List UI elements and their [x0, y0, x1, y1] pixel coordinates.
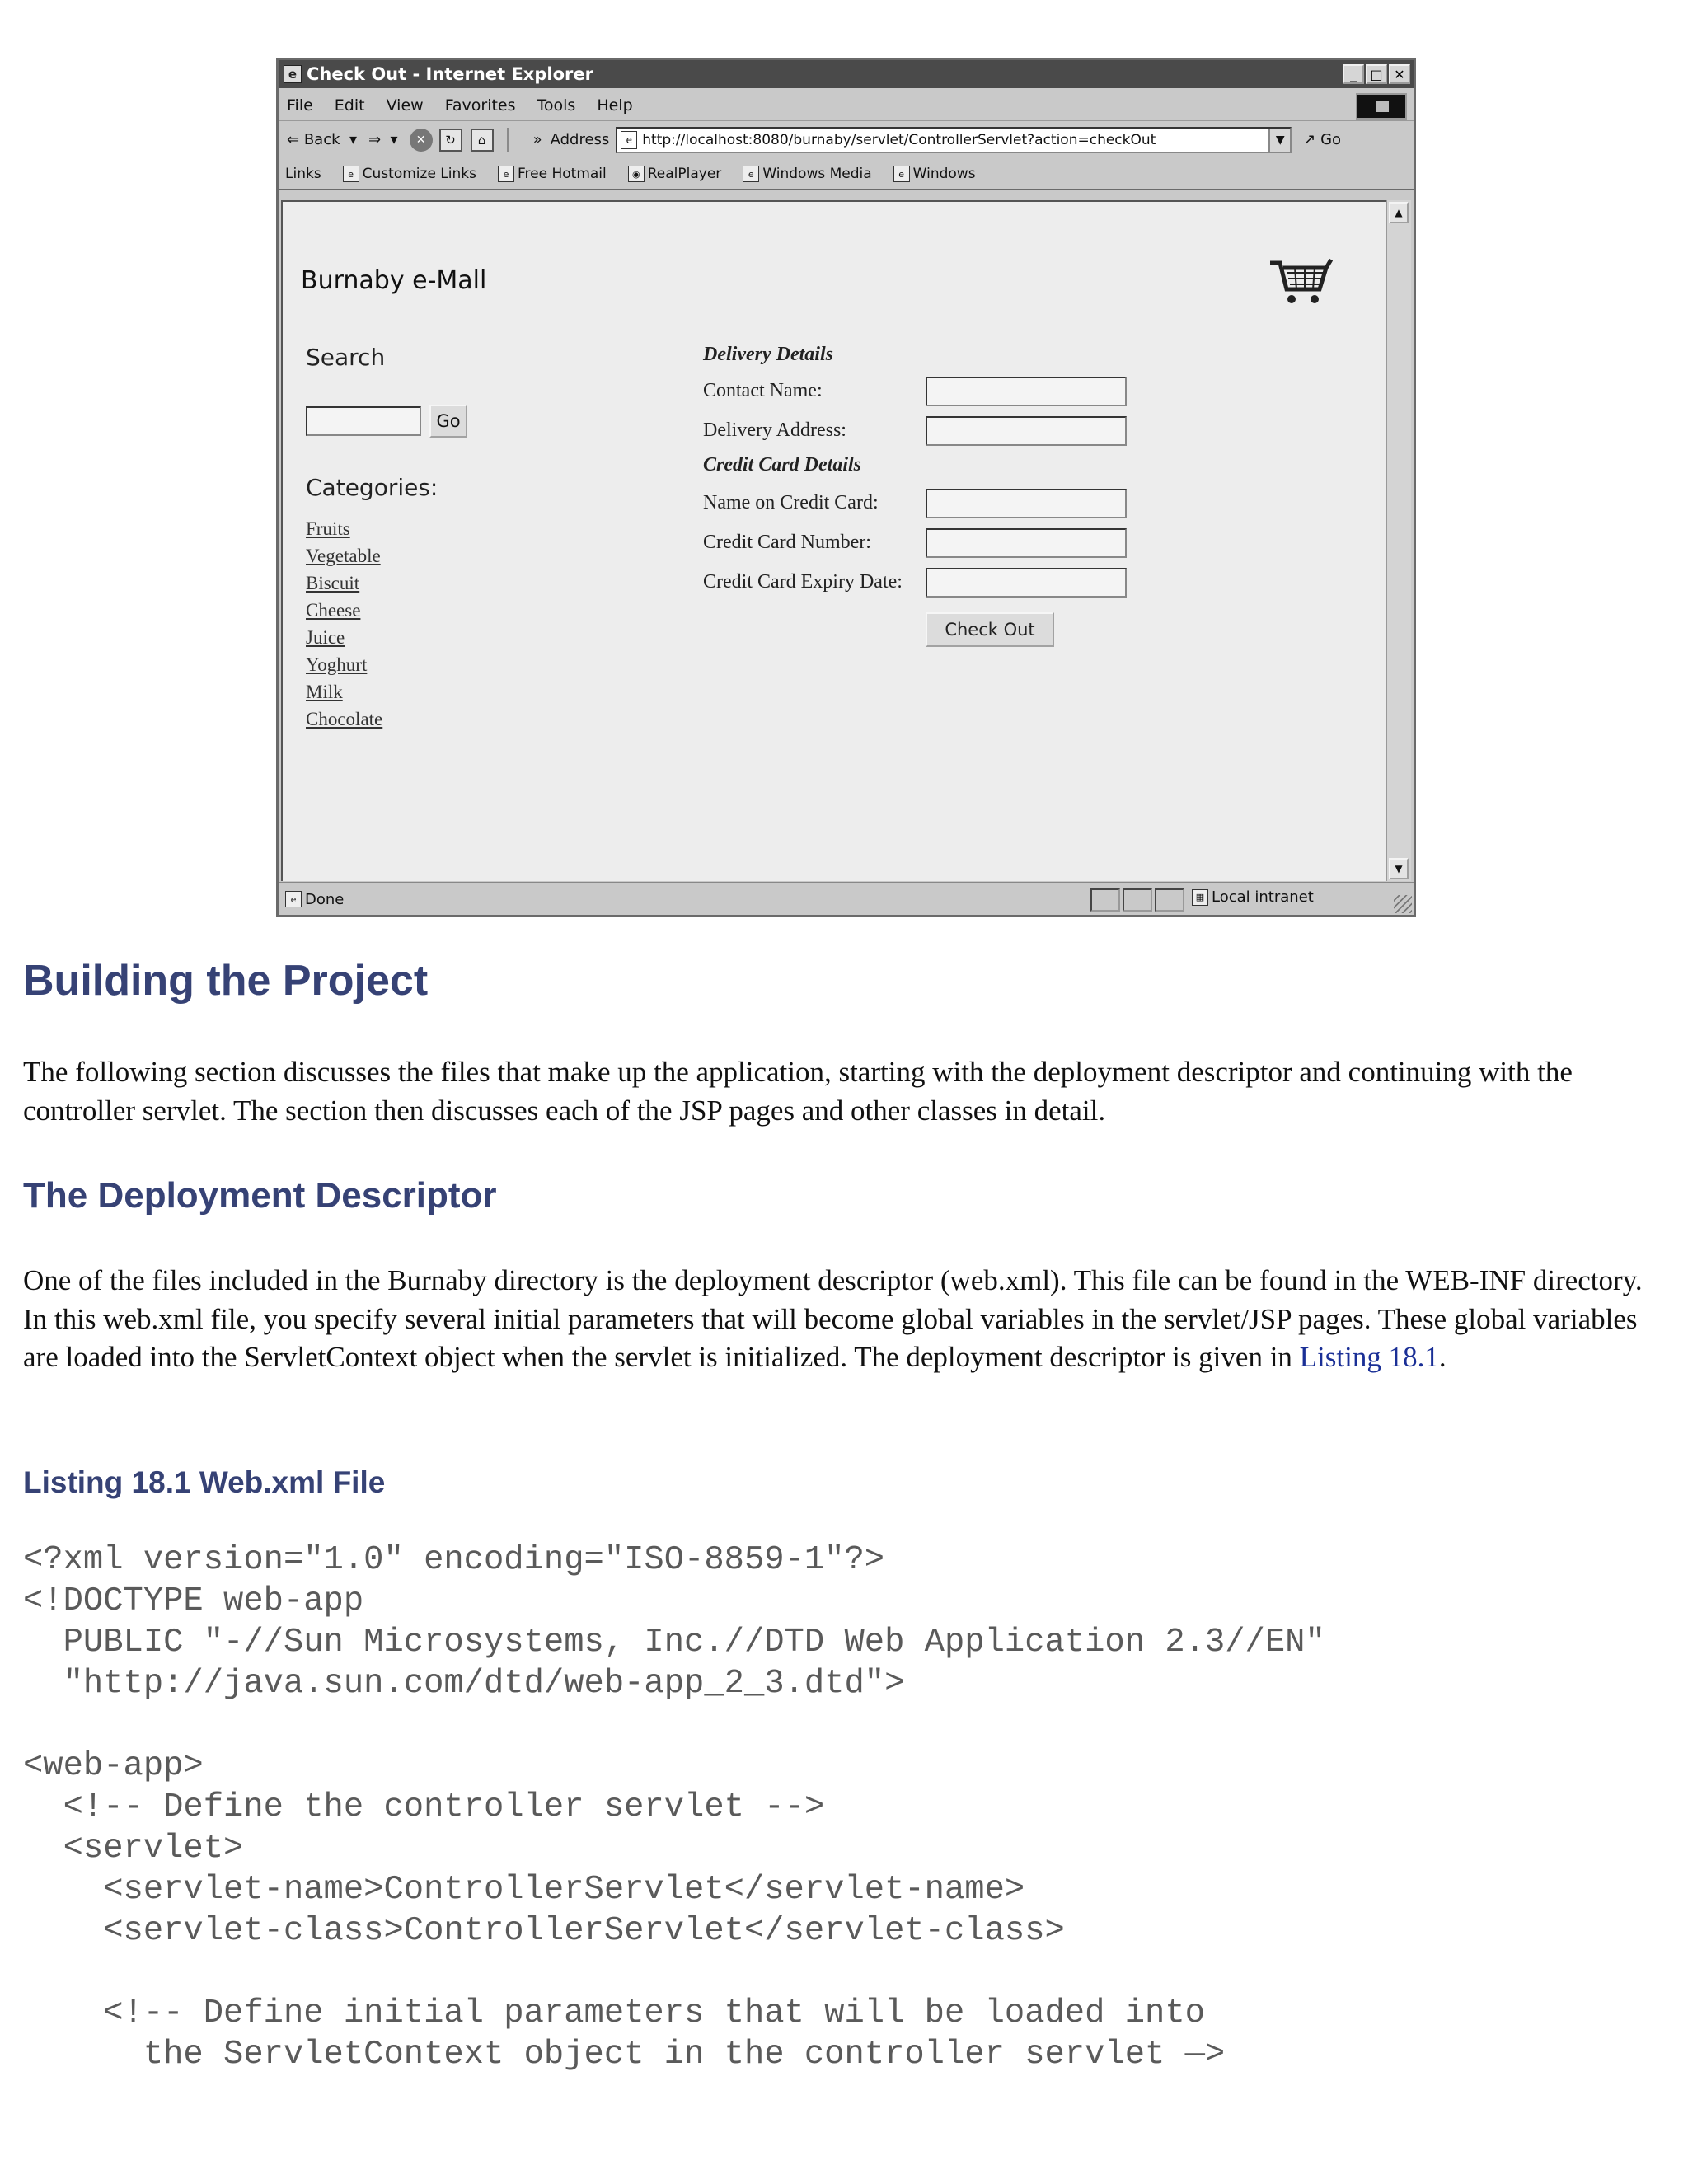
address-go-button[interactable] — [1303, 131, 1341, 148]
paragraph-end: . — [1438, 1341, 1447, 1373]
delivery-address-label: Delivery Address: — [703, 419, 846, 441]
menu-file[interactable]: File — [287, 96, 313, 115]
menu-edit[interactable]: Edit — [334, 96, 365, 115]
realplayer-icon: ◉ — [628, 166, 645, 182]
scroll-down-icon[interactable]: ▼ — [1389, 858, 1409, 879]
address-bar[interactable] — [616, 127, 1292, 153]
toolbar-overflow-icon[interactable]: » — [532, 131, 542, 148]
browser-title: Check Out - Internet Explorer — [307, 64, 593, 84]
delivery-address-input[interactable] — [926, 416, 1127, 446]
page-icon: e — [498, 166, 514, 182]
expiry-date-label: Credit Card Expiry Date: — [703, 571, 903, 593]
category-link[interactable]: Biscuit — [306, 573, 360, 593]
address-dropdown-icon[interactable]: ▼ — [1268, 129, 1290, 152]
page-icon: e — [893, 166, 910, 182]
shopping-cart-icon — [1268, 256, 1333, 307]
paragraph-descriptor — [23, 1262, 1663, 1377]
name-on-card-label: Name on Credit Card: — [703, 492, 879, 513]
category-link[interactable]: Chocolate — [306, 709, 383, 729]
link-hotmail[interactable] — [498, 166, 607, 182]
categories-label: Categories: — [306, 474, 438, 501]
delivery-heading: Delivery Details — [703, 344, 833, 365]
go-arrow-icon: ↗ — [1303, 131, 1321, 148]
link-label: RealPlayer — [647, 166, 722, 182]
menu-help[interactable]: Help — [597, 96, 633, 115]
window-controls — [1343, 64, 1410, 84]
status-panel — [1155, 888, 1184, 912]
page-icon: e — [621, 131, 637, 149]
address-go-label: Go — [1320, 131, 1342, 148]
minimize-icon[interactable]: _ — [1343, 64, 1364, 84]
link-customize[interactable] — [343, 166, 476, 182]
search-go-button[interactable]: Go — [429, 405, 467, 438]
category-list — [306, 518, 382, 736]
status-text: Done — [305, 890, 345, 908]
link-label: Windows — [912, 166, 976, 182]
listing-link[interactable]: Listing 18.1 — [1299, 1341, 1439, 1373]
security-zone — [1192, 888, 1314, 906]
address-url: http://localhost:8080/burnaby/servlet/ControllerServlet?action=checkOut — [642, 131, 1156, 148]
back-button[interactable] — [287, 131, 357, 148]
contact-name-label: Contact Name: — [703, 380, 823, 401]
category-link[interactable]: Vegetable — [306, 546, 381, 566]
menu-favorites[interactable]: Favorites — [444, 96, 516, 115]
link-label: Windows Media — [762, 166, 872, 182]
stop-icon[interactable]: ✕ — [410, 129, 433, 152]
ie-logo-icon: e — [284, 65, 302, 83]
paragraph-text: One of the files included in the Burnaby directory is the deployment descriptor (web.xml). This file can be found in the WEB-INF directory. In this web.xml file, you specify several initial parameters that will become global variables in the servlet/JSP pages. These global variables are loaded into the ServletContext object when the servlet is initialized. The deployment descriptor is given in — [23, 1264, 1643, 1373]
link-label: Customize Links — [362, 166, 476, 182]
zone-label: Local intranet — [1212, 888, 1314, 906]
link-windows-media[interactable] — [743, 166, 871, 182]
credit-card-heading: Credit Card Details — [703, 454, 862, 476]
link-windows[interactable] — [893, 166, 976, 182]
windows-logo-icon — [1356, 93, 1407, 120]
page-icon: e — [343, 166, 359, 182]
link-label: Free Hotmail — [517, 166, 607, 182]
category-link[interactable]: Yoghurt — [306, 654, 368, 675]
refresh-icon[interactable]: ↻ — [439, 129, 462, 152]
category-link[interactable]: Juice — [306, 627, 345, 648]
name-on-card-input[interactable] — [926, 489, 1127, 518]
expiry-date-input[interactable] — [926, 568, 1127, 598]
section-heading: Building the Project — [23, 957, 429, 1005]
back-arrow-icon: ⇐ — [287, 131, 304, 148]
category-link[interactable]: Cheese — [306, 600, 361, 621]
subsection-heading: The Deployment Descriptor — [23, 1175, 497, 1216]
status-bar — [279, 882, 1414, 915]
search-input[interactable] — [306, 406, 421, 436]
listing-title: Listing 18.1 Web.xml File — [23, 1465, 386, 1499]
card-number-label: Credit Card Number: — [703, 532, 871, 553]
resize-grip-icon[interactable] — [1394, 895, 1412, 913]
back-dropdown-icon: ▾ — [340, 131, 357, 148]
close-icon[interactable]: ✕ — [1389, 64, 1410, 84]
links-bar — [279, 159, 1414, 190]
status-panel — [1090, 888, 1120, 912]
menu-view[interactable]: View — [386, 96, 424, 115]
web-page-content — [281, 200, 1388, 881]
page-icon: e — [743, 166, 759, 182]
intranet-icon: ▦ — [1192, 889, 1208, 906]
forward-dropdown-icon: ▾ — [381, 131, 398, 148]
contact-name-input[interactable] — [926, 377, 1127, 406]
browser-menubar — [279, 90, 1414, 121]
menu-tools[interactable]: Tools — [537, 96, 576, 115]
shop-title: Burnaby e-Mall — [301, 266, 487, 295]
card-number-input[interactable] — [926, 528, 1127, 558]
code-listing: <?xml version="1.0" encoding="ISO-8859-1"?> <!DOCTYPE web-app PUBLIC "-//Sun Microsystems, Inc.//DTD Web Application 2.3//EN" "http://java.sun.com/dtd/web-app_2_3.dtd"> <web-app> <!-- Define the controller servlet --> <servlet> <servlet-name>ControllerServlet</servlet-name> <servlet-class>ControllerServlet</servlet-class> <!-- Define initial parameters that will be loaded into the ServletContext object in the controller servlet —> — [23, 1541, 1325, 2074]
category-link[interactable]: Fruits — [306, 518, 350, 539]
checkout-button[interactable]: Check Out — [926, 612, 1054, 647]
home-icon[interactable]: ⌂ — [471, 129, 494, 152]
paragraph-building: The following section discusses the files that make up the application, starting with the deployment descriptor and continuing with the controller servlet. The section then discusses each of the JSP pages and other classes in detail. — [23, 1056, 1573, 1127]
links-label: Links — [285, 166, 321, 182]
maximize-icon[interactable]: □ — [1366, 64, 1387, 84]
browser-titlebar — [279, 60, 1414, 88]
browser-screenshot — [276, 58, 1416, 917]
toolbar-divider — [507, 128, 509, 152]
category-link[interactable]: Milk — [306, 682, 343, 702]
forward-arrow-icon: ⇒ — [368, 131, 382, 148]
page-icon: e — [285, 891, 302, 907]
vertical-scrollbar[interactable] — [1386, 200, 1411, 881]
scroll-up-icon[interactable]: ▲ — [1389, 202, 1409, 223]
status-panel — [1123, 888, 1152, 912]
search-label: Search — [306, 344, 386, 371]
browser-toolbar — [279, 123, 1414, 157]
back-label: Back — [303, 131, 340, 148]
address-label: Address — [550, 131, 610, 148]
forward-button[interactable] — [368, 131, 398, 148]
link-realplayer[interactable] — [628, 166, 722, 182]
